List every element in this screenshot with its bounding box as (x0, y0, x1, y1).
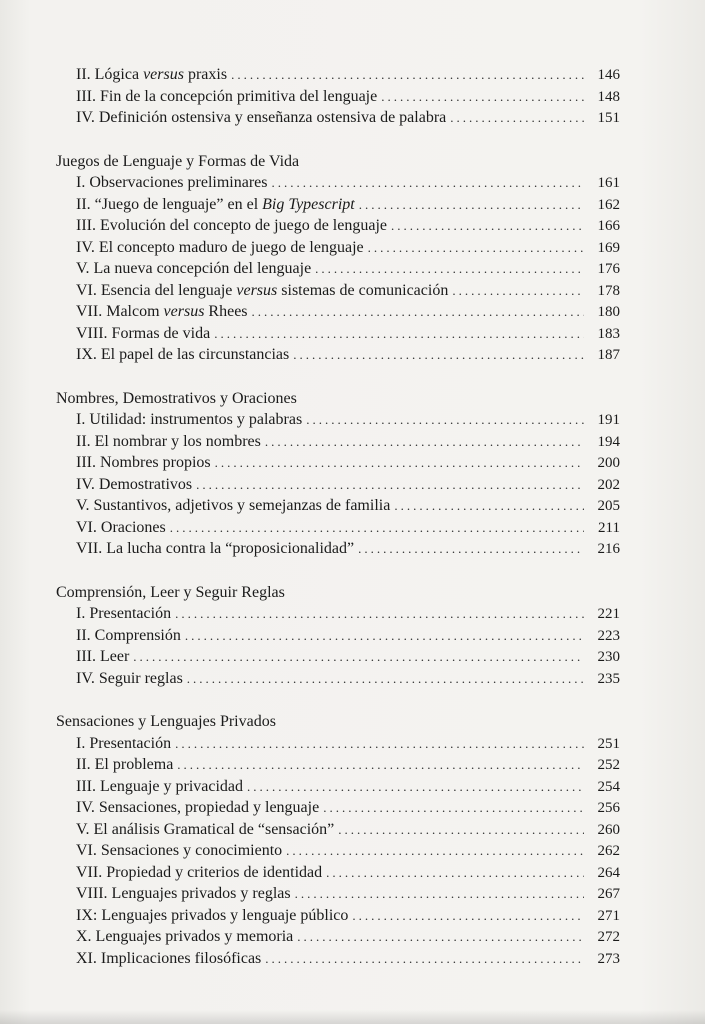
page-number: 183 (597, 325, 620, 342)
page-number: 162 (597, 196, 620, 213)
dot-leader (231, 64, 584, 86)
entry-title-text: III. Lenguaje y privacidad (76, 777, 244, 795)
page-number: 161 (597, 175, 620, 191)
dot-leader (297, 926, 584, 948)
toc-section (56, 388, 620, 560)
entry-title-text-tail: sistemas de comunicación (277, 281, 449, 299)
entry-title (76, 258, 311, 280)
dot-leader (295, 883, 584, 905)
dot-leader (265, 431, 584, 453)
entry-title-text: III. Fin de la concepción primitiva del lenguaje (76, 87, 378, 105)
entry-title (76, 215, 387, 237)
dot-leader (170, 517, 584, 539)
entry-title-text-tail: Rhees (204, 303, 248, 320)
entry-title-text: III. Evolución del concepto de juego de lenguaje (76, 217, 387, 234)
entry-title (76, 733, 171, 755)
toc-entry (56, 452, 620, 474)
entry-title-text: I. Presentación (76, 734, 172, 752)
toc-entry (56, 625, 620, 647)
toc-section (56, 151, 620, 366)
toc-entry (56, 862, 620, 884)
dot-leader (338, 819, 584, 841)
entry-title (76, 668, 183, 690)
entry-title-text: VIII. Lenguajes privados y reglas (76, 885, 291, 902)
toc-entry (56, 64, 620, 86)
dot-leader (394, 495, 584, 517)
toc-entry (56, 194, 620, 216)
entry-title-text: VI. Sensaciones y conocimiento (76, 842, 283, 859)
toc-entry (56, 172, 620, 194)
toc-entry (56, 754, 620, 776)
dot-leader (271, 172, 584, 194)
entry-title (76, 819, 334, 841)
page-number: 230 (597, 649, 620, 665)
page-number: 180 (597, 304, 620, 320)
section-title: Comprensión, Leer y Seguir Reglas (56, 583, 285, 601)
page-number: 202 (597, 476, 620, 493)
entry-title-text: VII. Propiedad y criterios de identidad (76, 863, 323, 881)
entry-title (76, 237, 364, 259)
entry-title-text: II. Comprensión (76, 626, 181, 644)
page-number: 194 (597, 433, 620, 450)
toc-entry (56, 474, 620, 496)
dot-leader (175, 603, 584, 625)
dot-leader (177, 754, 584, 776)
toc-section (56, 711, 620, 969)
dot-leader (187, 668, 584, 690)
page-number: 191 (597, 412, 620, 428)
entry-title (76, 603, 171, 625)
toc-entry (56, 819, 620, 841)
page-number: 252 (597, 757, 620, 773)
toc-entry (56, 344, 620, 366)
entry-title-text: V. El análisis Gramatical de “sensación” (76, 820, 335, 838)
entry-title-text: IV. Seguir reglas (76, 669, 183, 687)
toc-entry (56, 646, 620, 668)
entry-title (76, 776, 243, 798)
toc-entry (56, 86, 620, 108)
entry-title-text-tail: praxis (183, 66, 228, 83)
entry-title (76, 452, 211, 474)
page-number: 262 (597, 843, 620, 859)
entry-title (76, 431, 261, 453)
page-number: 267 (597, 886, 620, 902)
toc-entry (56, 107, 620, 129)
toc-entry (56, 517, 620, 539)
entry-title-text: IV. Definición ostensiva y enseñanza ostensiva de palabra (76, 109, 447, 126)
entry-title (76, 194, 355, 216)
table-of-contents (56, 64, 620, 969)
dot-leader (175, 733, 584, 755)
dot-leader (358, 538, 584, 560)
entry-title (76, 538, 354, 560)
section-title: Nombres, Demostrativos y Oraciones (56, 389, 297, 407)
entry-title (76, 64, 227, 86)
toc-entry (56, 409, 620, 431)
dot-leader (133, 646, 584, 668)
toc-section (56, 582, 620, 690)
entry-title (76, 301, 248, 323)
dot-leader (247, 776, 584, 798)
entry-title-text: IV. El concepto maduro de juego de lenguaje (76, 238, 364, 256)
page-number: 223 (597, 627, 620, 644)
page-number: 169 (597, 239, 620, 256)
dot-leader (306, 409, 584, 431)
dot-leader (293, 344, 584, 366)
entry-title-text: I. Presentación (76, 605, 172, 622)
entry-title (76, 646, 129, 668)
page-number: 151 (597, 110, 620, 126)
entry-title-text: XI. Implicaciones filosóficas (76, 949, 262, 967)
entry-title-text: VI. Esencia del lenguaje (76, 281, 237, 299)
page-number: 166 (597, 218, 620, 234)
toc-entry (56, 733, 620, 755)
toc-entry (56, 776, 620, 798)
dot-leader (352, 905, 584, 927)
page-number: 187 (597, 347, 620, 363)
entry-title-text: X. Lenguajes privados y memoria (76, 928, 294, 945)
entry-title (76, 86, 377, 108)
entry-title (76, 883, 291, 905)
page-number: 146 (597, 67, 620, 83)
page-number: 271 (597, 907, 620, 924)
toc-entry (56, 840, 620, 862)
page-number: 272 (597, 929, 620, 945)
toc-entry (56, 258, 620, 280)
entry-title-text: I. Observaciones preliminares (76, 174, 268, 191)
entry-title (76, 172, 267, 194)
entry-title (76, 107, 446, 129)
entry-title (76, 862, 322, 884)
entry-title (76, 797, 319, 819)
entry-title (76, 280, 448, 302)
page-number: 260 (597, 821, 620, 838)
page-number: 273 (597, 950, 620, 967)
toc-entry (56, 797, 620, 819)
toc-entry (56, 431, 620, 453)
entry-title-text: V. La nueva concepción del lenguaje (76, 260, 312, 277)
toc-entry (56, 538, 620, 560)
entry-title-text: VII. Malcom (76, 303, 164, 320)
entry-title-italic: versus (163, 303, 205, 320)
page-number: 264 (597, 864, 620, 881)
toc-entry (56, 883, 620, 905)
entry-title-italic: Big Typescript (262, 195, 355, 213)
entry-title (76, 517, 166, 539)
toc-entry (56, 495, 620, 517)
entry-title-text: VI. Oraciones (76, 518, 166, 536)
dot-leader (452, 280, 584, 302)
page-number: 221 (597, 606, 620, 622)
entry-title-text: III. Nombres propios (76, 454, 211, 471)
dot-leader (286, 840, 584, 862)
toc-entry (56, 926, 620, 948)
entry-title-italic: versus (143, 66, 184, 83)
toc-entry (56, 280, 620, 302)
entry-title-text: VIII. Formas de vida (76, 324, 211, 342)
entry-title-italic: versus (236, 281, 278, 299)
page-number: 178 (597, 282, 620, 299)
dot-leader (323, 797, 584, 819)
page-number: 148 (597, 88, 620, 105)
entry-title (76, 926, 293, 948)
dot-leader (326, 862, 584, 884)
toc-entry (56, 948, 620, 970)
entry-title-text: II. El nombrar y los nombres (76, 432, 261, 450)
entry-title (76, 409, 302, 431)
dot-leader (359, 194, 584, 216)
entry-title (76, 840, 282, 862)
toc-entry (56, 215, 620, 237)
dot-leader (315, 258, 584, 280)
toc-entry (56, 301, 620, 323)
page-number: 211 (598, 519, 620, 536)
entry-title-text: VII. La lucha contra la “proposicionalidad” (76, 540, 355, 557)
dot-leader (215, 452, 584, 474)
entry-title (76, 474, 192, 496)
page-number: 200 (597, 455, 620, 471)
page-number: 216 (597, 541, 620, 557)
entry-title (76, 344, 289, 366)
page-number: 205 (597, 498, 620, 514)
dot-leader (185, 625, 584, 647)
entry-title (76, 754, 173, 776)
section-title: Sensaciones y Lenguajes Privados (56, 713, 276, 730)
page-number: 235 (597, 670, 620, 687)
section-title: Juegos de Lenguaje y Formas de Vida (56, 152, 300, 170)
dot-leader (196, 474, 584, 496)
entry-title-text: IV. Demostrativos (76, 475, 193, 493)
dot-leader (381, 86, 584, 108)
dot-leader (391, 215, 584, 237)
entry-title-text: II. “Juego de lenguaje” en el (76, 195, 263, 213)
entry-title-text: IX. El papel de las circunstancias (76, 346, 290, 363)
toc-entry (56, 905, 620, 927)
entry-title (76, 948, 261, 970)
entry-title-text: IX: Lenguajes privados y lenguaje público (76, 906, 349, 924)
dot-leader (265, 948, 584, 970)
page-number: 256 (597, 800, 620, 816)
entry-title-text: V. Sustantivos, adjetivos y semejanzas de familia (76, 497, 391, 514)
entry-title (76, 495, 390, 517)
entry-title (76, 625, 181, 647)
page-number: 176 (597, 261, 620, 277)
entry-title (76, 323, 210, 345)
toc-entry (56, 668, 620, 690)
entry-title-text: IV. Sensaciones, propiedad y lenguaje (76, 799, 320, 816)
page-number: 254 (597, 778, 620, 795)
toc-section (56, 64, 620, 129)
entry-title-text: III. Leer (76, 648, 130, 665)
dot-leader (368, 237, 584, 259)
entry-title-text: II. El problema (76, 756, 174, 773)
dot-leader (450, 107, 584, 129)
entry-title-text: II. Lógica (76, 66, 144, 83)
toc-entry (56, 323, 620, 345)
toc-entry (56, 237, 620, 259)
dot-leader (214, 323, 584, 345)
page-bottom-shadow (0, 1010, 705, 1024)
toc-entry (56, 603, 620, 625)
entry-title (76, 905, 348, 927)
entry-title-text: I. Utilidad: instrumentos y palabras (76, 411, 303, 428)
page-number: 251 (597, 735, 620, 752)
dot-leader (252, 301, 584, 323)
